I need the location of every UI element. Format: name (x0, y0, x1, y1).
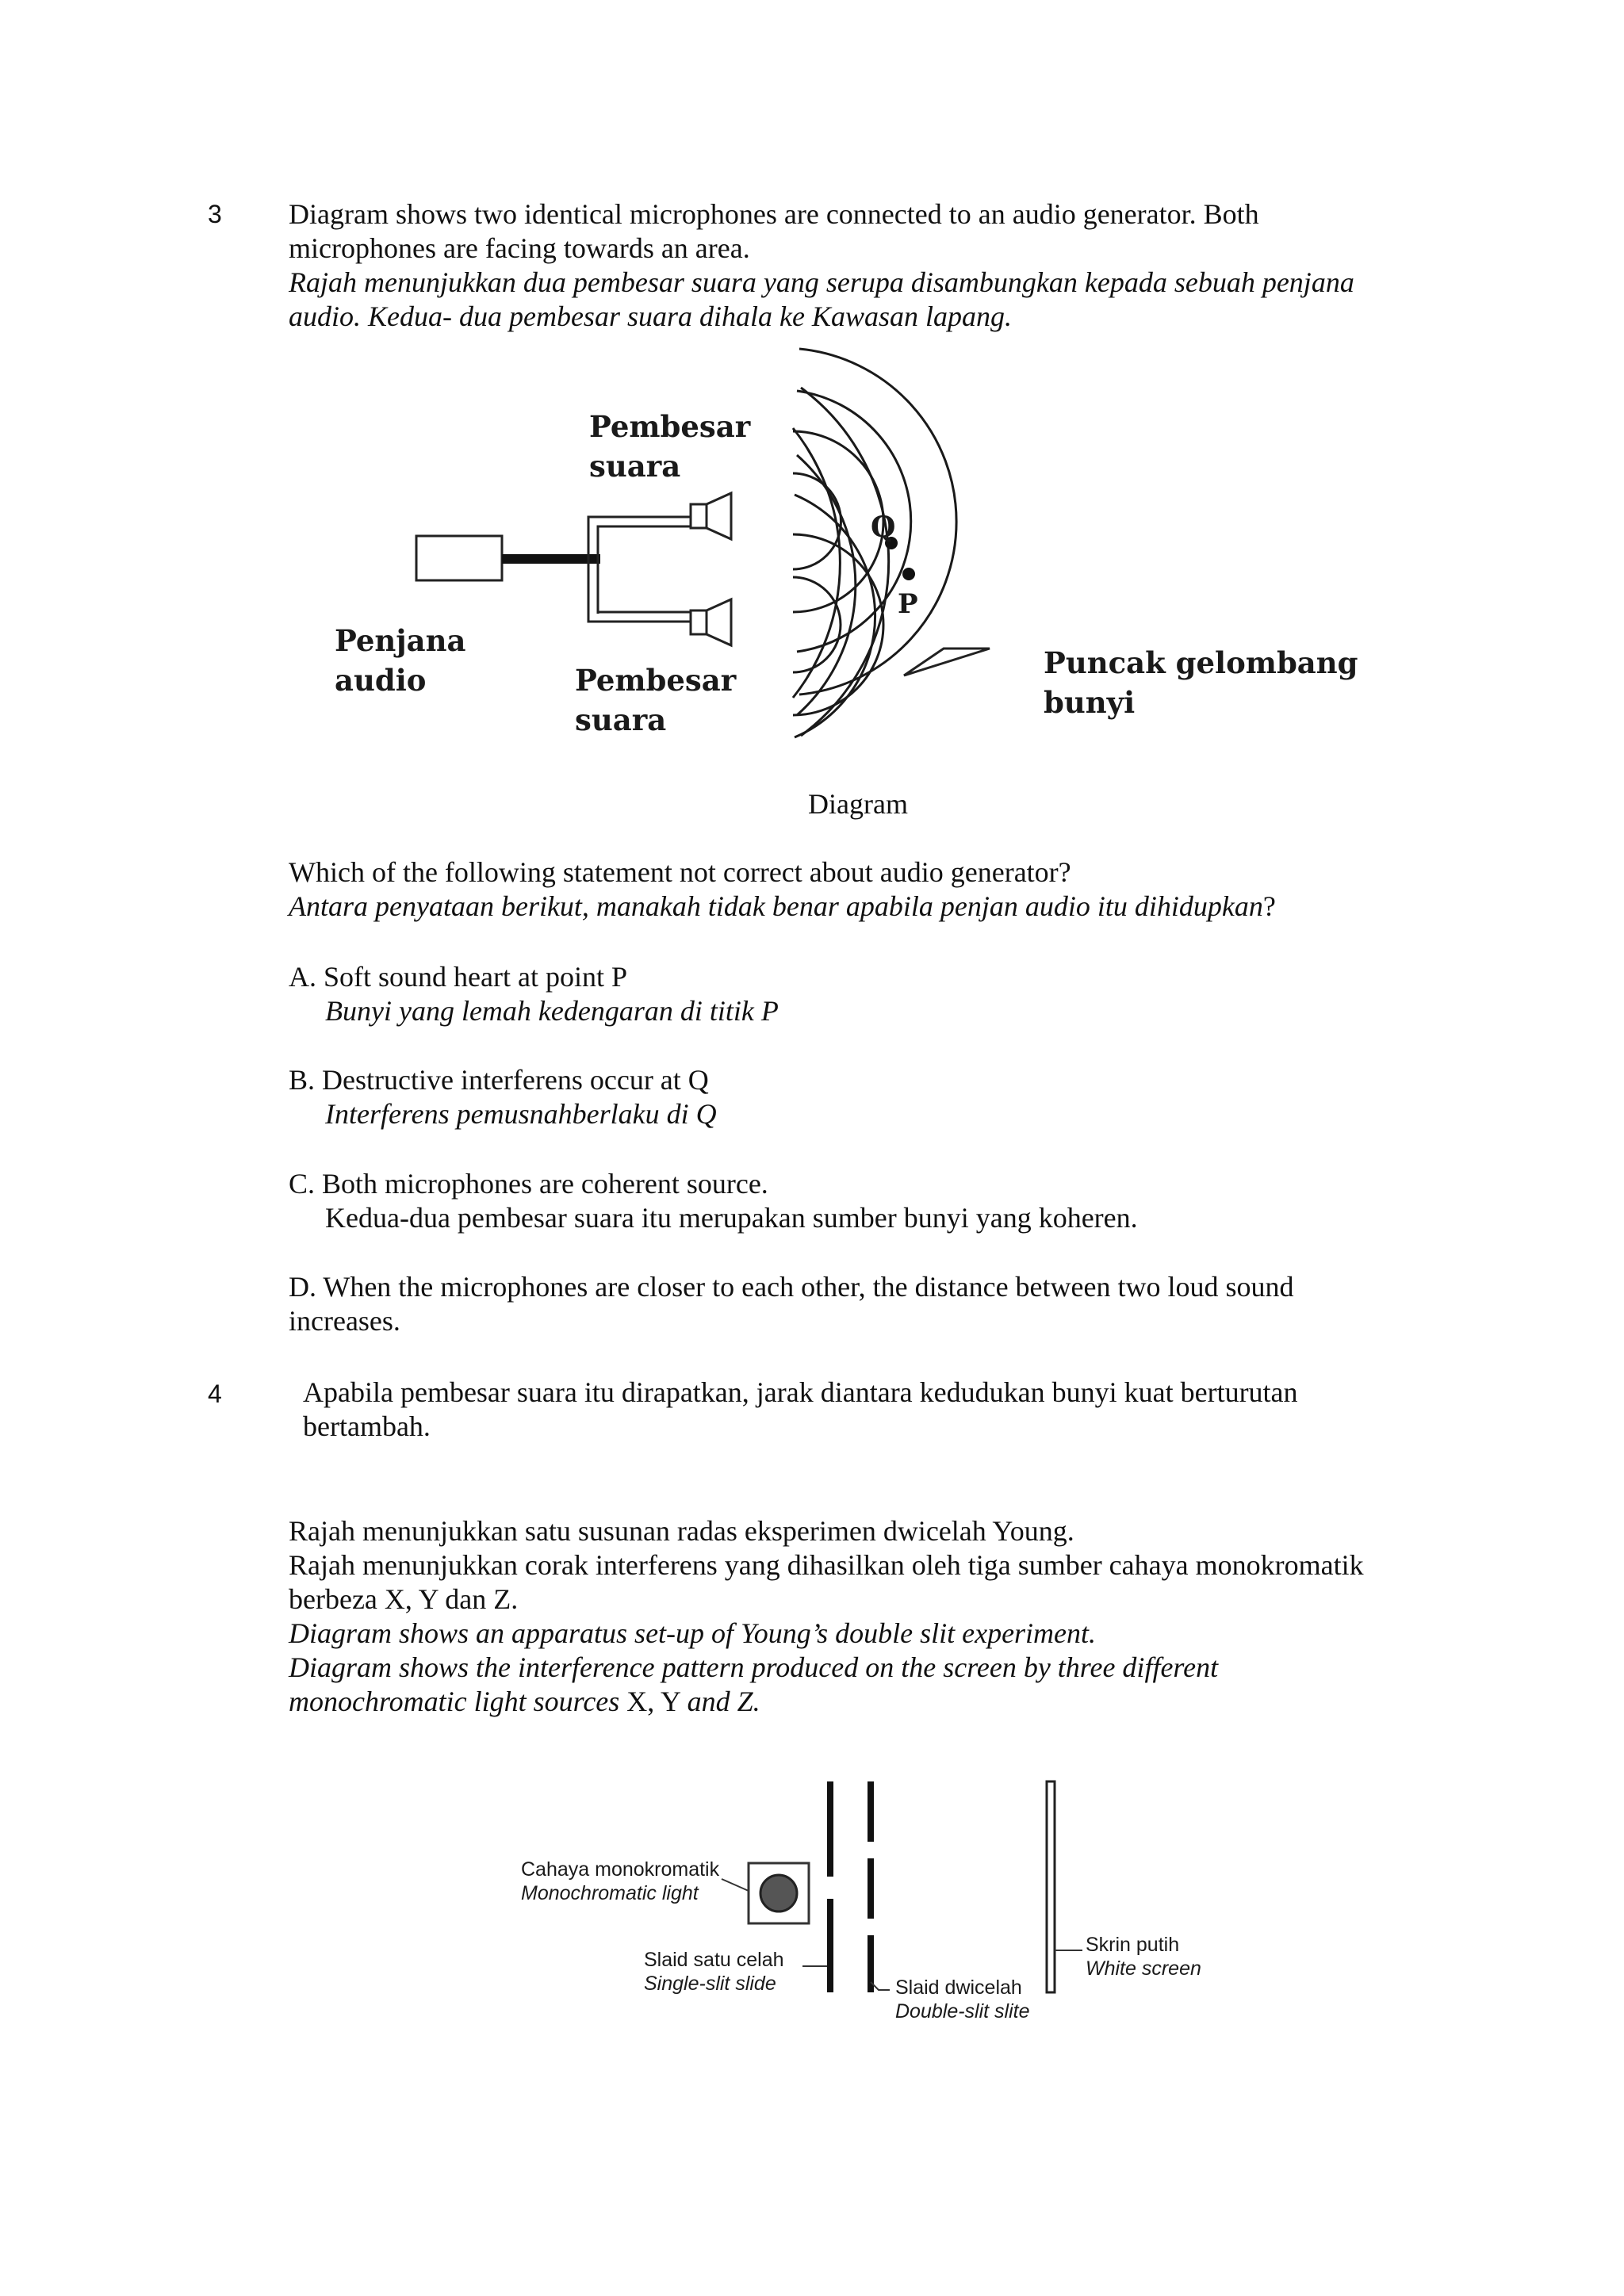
option-d-en-line2: increases. (289, 1305, 400, 1337)
q4-intro-en-line1: Diagram shows an apparatus set-up of Young’s double slit experiment. (289, 1617, 1097, 1649)
q3-question-ms-mark: ? (1262, 890, 1276, 922)
label-speaker-top-line1: Pembesar (589, 409, 751, 444)
double-slit-slide-top (868, 1781, 874, 1842)
label-point-q: Q (871, 511, 896, 544)
q4-intro-ms-line2: Rajah menunjukkan corak interferens yang dihasilkan oleh tiga sumber cahaya monokromatik (289, 1549, 1364, 1581)
q3-question-en: Which of the following statement not correct about audio generator? (289, 856, 1071, 888)
q4-carry-line1: Apabila pembesar suara itu dirapatkan, jarak diantara kedudukan bunyi kuat berturutan (303, 1376, 1298, 1408)
question-number-4: 4 (208, 1380, 222, 1408)
label-generator-line1: Penjana (335, 623, 466, 658)
q3-intro-ms-line2: audio. Kedua- dua pembesar suara dihala ke Kawasan lapang. (289, 300, 1012, 332)
option-d-en-line1: D. When the microphones are closer to each other, the distance between two loud sound (289, 1271, 1294, 1303)
option-a-en: A. Soft sound heart at point P (289, 961, 627, 993)
label-light (521, 1858, 719, 1905)
label-speaker-bottom-line1: Pembesar (575, 663, 737, 698)
option-a-ms: Bunyi yang lemah kedengaran di titik P (325, 995, 779, 1027)
option-b-en: B. Destructive interferens occur at Q (289, 1064, 709, 1096)
q3-question-ms: Antara penyataan berikut, manakah tidak benar apabila penjan audio itu dihidupkan (289, 890, 1263, 922)
label-screen-en: White screen (1086, 1957, 1201, 1980)
light-source-icon (760, 1875, 797, 1911)
label-screen (1086, 1933, 1201, 1980)
q4-intro-en-line3c: and Z. (687, 1686, 760, 1717)
q4-intro-ms-line1: Rajah menunjukkan satu susunan radas eksperimen dwicelah Young. (289, 1515, 1074, 1547)
double-slit-slide-middle (868, 1858, 874, 1919)
option-b-ms: Interferens pemusnahberlaku di Q (325, 1098, 717, 1130)
label-single-slit (644, 1948, 784, 1996)
diagram-caption: Diagram (808, 788, 908, 820)
single-slit-slide-top (827, 1781, 833, 1877)
q4-intro-ms-line3: berbeza X, Y dan Z. (289, 1583, 519, 1615)
white-screen (1047, 1781, 1055, 1992)
q4-intro-en-line3a: monochromatic light sources (289, 1686, 627, 1717)
label-light-en: Monochromatic light (521, 1882, 699, 1904)
q4-carry-line2: bertambah. (303, 1410, 431, 1442)
label-speaker-bottom-line2: suara (575, 702, 667, 737)
q3-intro-en-line1: Diagram shows two identical microphones are connected to an audio generator. Both (289, 198, 1259, 230)
option-c-ms: Kedua-dua pembesar suara itu merupakan sumber bunyi yang koheren. (325, 1202, 1138, 1234)
label-light-ms: Cahaya monokromatik (521, 1858, 720, 1881)
label-screen-ms: Skrin putih (1086, 1934, 1180, 1956)
q3-intro-en-line2: microphones are facing towards an area. (289, 232, 750, 264)
label-wave-crest-line2: bunyi (1044, 685, 1136, 720)
label-wave-crest-line1: Puncak gelombang (1044, 645, 1358, 680)
label-double-slit-ms: Slaid dwicelah (895, 1976, 1022, 1999)
q3-intro-ms-line1: Rajah menunjukkan dua pembesar suara yang serupa disambungkan kepada sebuah penjana (289, 266, 1354, 298)
label-point-p: P (898, 588, 918, 620)
label-single-slit-en: Single-slit slide (644, 1973, 776, 1995)
label-speaker-top-line2: suara (589, 449, 681, 484)
label-single-slit-ms: Slaid satu celah (644, 1949, 784, 1971)
label-generator-line2: audio (335, 663, 427, 698)
q4-intro-en-line3b: X, Y (626, 1686, 688, 1717)
label-double-slit (895, 1976, 1030, 2023)
question-number-3: 3 (208, 200, 222, 228)
single-slit-slide-bottom (827, 1899, 833, 1992)
option-c-en: C. Both microphones are coherent source. (289, 1168, 768, 1200)
label-double-slit-en: Double-slit slite (895, 2000, 1030, 2022)
q4-intro-en-line2: Diagram shows the interference pattern produced on the screen by three different (289, 1651, 1219, 1683)
